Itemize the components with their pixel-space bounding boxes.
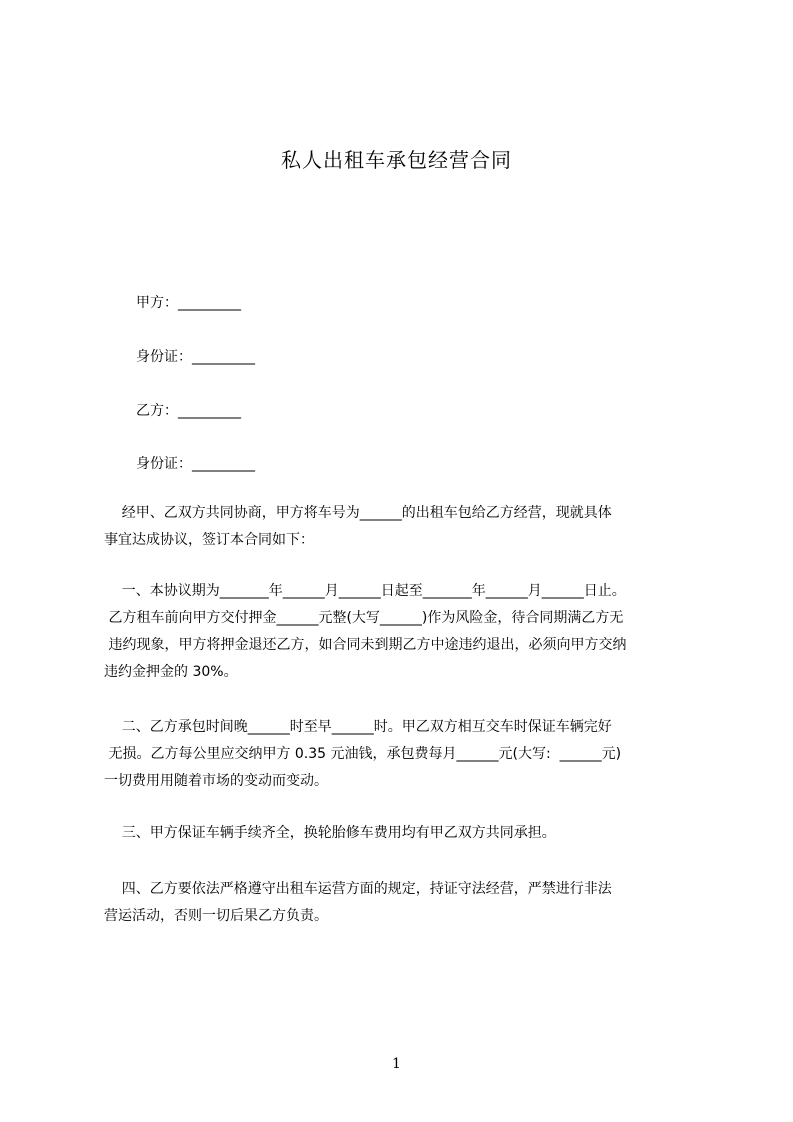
page-number: 1 <box>392 1056 401 1072</box>
clause-1-line: 一、本协议期为_______年______月______日起至_______年______月______日止。 <box>104 583 626 599</box>
clause-3-paragraph <box>104 820 704 847</box>
clause-4-line: 四、乙方要依法严格遵守出租车运营方面的规定，持证守法经营，严禁进行非法 <box>104 881 612 897</box>
intro-paragraph <box>104 500 704 554</box>
intro-line: 事宜达成协议，签订本合同如下： <box>104 532 314 548</box>
clause-3-line: 三、甲方保证车辆手续齐全，换轮胎修车费用均有甲乙双方共同承担。 <box>104 825 556 841</box>
clause-4-line: 营运活动，否则一切后果乙方负责。 <box>104 908 328 924</box>
clause-2-line: 一切费用用随着市场的变动而变动。 <box>104 773 328 789</box>
document-title: 私人出租车承包经营合同 <box>281 148 512 172</box>
clause-2-paragraph <box>104 714 704 795</box>
party-a-id-line: 身份证：_________ <box>136 349 255 365</box>
party-b-id-line: 身份证：_________ <box>136 456 255 472</box>
party-b-line: 乙方：_________ <box>136 403 241 419</box>
clause-1-paragraph <box>104 578 704 686</box>
clause-1-line: 违约现象，甲方将押金退还乙方，如合同未到期乙方中途违约退出，必须向甲方交纳 <box>104 637 627 653</box>
clause-4-paragraph <box>104 876 704 930</box>
party-a-line: 甲方：_________ <box>136 295 241 311</box>
clause-1-line: 乙方租车前向甲方交付押金______元整(大写______)作为风险金，待合同期满乙方无 <box>104 610 624 626</box>
clause-1-line: 违约金押金的 30%。 <box>104 664 238 680</box>
clause-2-line: 无损。乙方每公里应交纳甲方 0.35 元油钱，承包费每月______元(大写: ______元) <box>104 746 622 762</box>
intro-line: 经甲、乙双方共同协商，甲方将车号为______的出租车包给乙方经营，现就具体 <box>104 505 612 521</box>
clause-2-line: 二、乙方承包时间晚______时至早______时。甲乙双方相互交车时保证车辆完好 <box>104 719 612 735</box>
